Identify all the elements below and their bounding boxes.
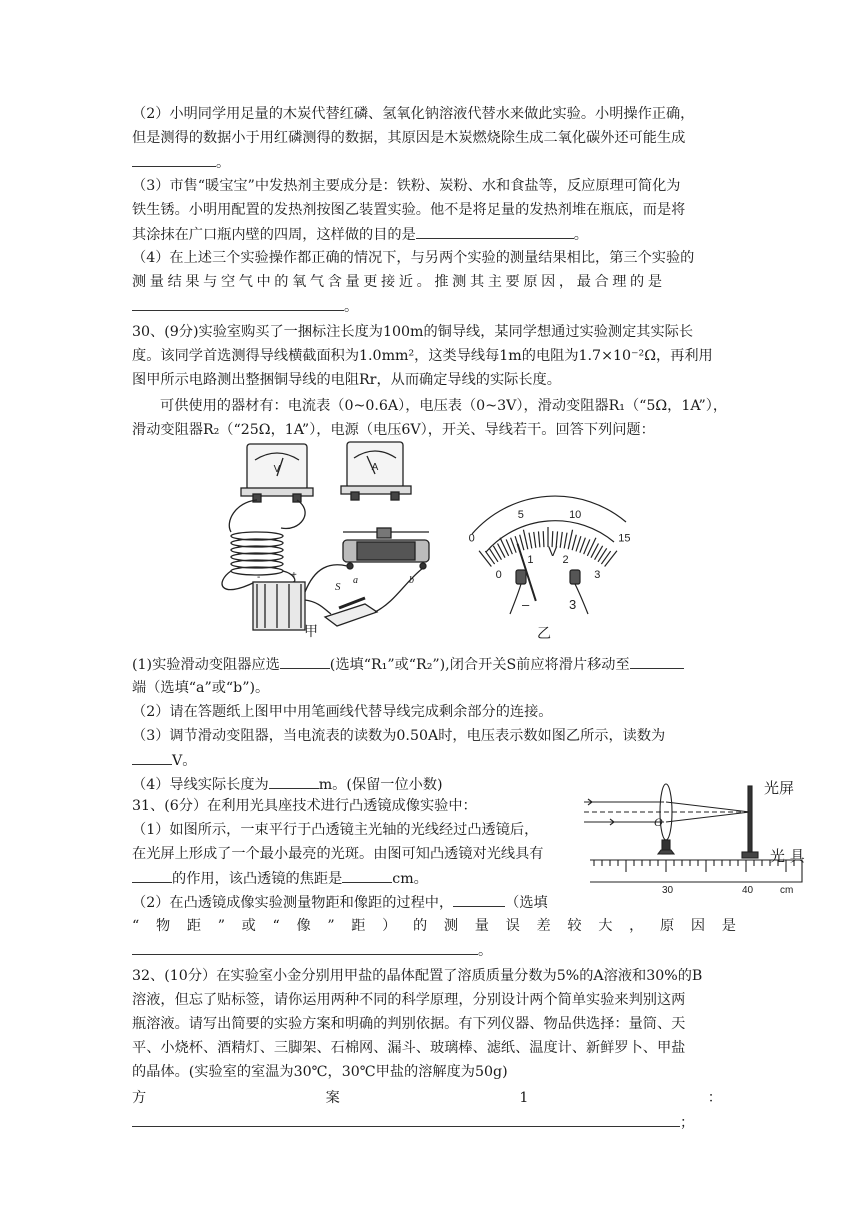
q31-line7: 。: [132, 940, 492, 961]
word-0: “: [132, 918, 140, 934]
q32-line2: 溶液，但忘了贴标签，请你运用两种不同的科学原理，分别设计两个简单实验来判别这两: [132, 992, 686, 1008]
dial-tick: [500, 538, 509, 556]
word-5: “: [272, 918, 280, 934]
q31-line6: [132, 916, 736, 936]
word-8: 距: [351, 918, 366, 934]
q30-sub2: （2）请在答题纸上图甲中用笔画线代替导线完成剩余部分的连接。: [132, 704, 553, 720]
dial-label-top: 15: [618, 532, 631, 545]
q30-sub1-line1: (1)实验滑动变阻器应选 (选填“R₁”或“R₂”),闭合开关S前应将滑片移动至: [132, 654, 684, 675]
terminal-3-label: 3: [569, 597, 577, 612]
svg-text:40: 40: [742, 885, 754, 896]
q29-p4-line3: 。: [132, 296, 358, 317]
answer-blank[interactable]: [132, 750, 172, 765]
dial-tick: [601, 551, 610, 564]
q32-line7: ；: [132, 1112, 694, 1133]
answer-blank[interactable]: [132, 152, 216, 167]
dial-tick: [587, 538, 596, 556]
q31-line5: （2）在凸透镜成像实验测量物距和像距的过程中， （选填: [132, 892, 548, 913]
word-12: 量: [474, 918, 489, 934]
word-15: 较: [567, 918, 582, 934]
answer-blank[interactable]: [269, 774, 319, 789]
svg-text:A: A: [371, 462, 379, 473]
dial-tick: [560, 532, 562, 548]
word-2: 1: [519, 1090, 529, 1106]
word-0: 方: [132, 1090, 147, 1106]
dial-tick: [520, 535, 524, 550]
q30-sub3-line2: V。: [132, 750, 196, 771]
answer-blank[interactable]: [342, 868, 392, 883]
dial-tick: [576, 536, 581, 551]
dial-tick: [523, 530, 527, 550]
q30-line1: 30、(9分)实验室购买了一捆标注长度为100m的铜导线，某同学想通过实验测定其实际长: [132, 324, 694, 340]
q32-line5: 的晶体。(实验室的室温为30℃，30℃甲盐的溶解度为50g): [132, 1064, 508, 1080]
word-3: ：: [707, 1090, 722, 1106]
label-optical-bench: 光 具: [770, 847, 805, 865]
word-11: 测: [443, 918, 459, 934]
figure-label-jia: 甲: [304, 624, 318, 640]
svg-text:b: b: [409, 575, 414, 586]
answer-blank[interactable]: [280, 654, 330, 669]
circuit-figure-jia: [205, 432, 450, 647]
svg-text:cm: cm: [780, 885, 794, 896]
q29-p2-line1: （2）小明同学用足量的木炭代替红磷、氢氧化钠溶液代替水来做此实验。小明操作正确，: [132, 106, 695, 122]
answer-blank[interactable]: [132, 1112, 680, 1127]
svg-text:-: -: [257, 572, 261, 583]
dial-label-top: 5: [517, 509, 524, 522]
dial-unit-label: V: [548, 543, 558, 559]
q30-line2: 度。该同学首选测得导线横截面积为1.0mm²，这类导线每1m的电阻为1.7×10⁻²Ω，再利用: [132, 348, 713, 364]
dial-tick: [479, 551, 491, 567]
word-20: 是: [721, 918, 736, 934]
word-3: ”: [217, 918, 225, 934]
q32-line6: [132, 1088, 722, 1108]
word-4: 或: [241, 918, 256, 934]
q30-sub3-line1: （3）调节滑动变阻器，当电流表的读数为0.50A时，电压表示数如图乙所示，读数为: [132, 728, 666, 744]
word-6: 像: [296, 918, 311, 934]
dial-tick: [538, 531, 539, 547]
answer-blank[interactable]: [132, 296, 344, 311]
answer-blank[interactable]: [132, 940, 478, 955]
q32-line4: 平、小烧杯、酒精灯、三脚架、石棉网、漏斗、玻璃棒、滤纸、温度计、新鲜罗卜、甲盐: [132, 1040, 686, 1056]
dial-tick: [543, 531, 544, 547]
dial-label-bottom: 1: [527, 553, 534, 566]
word-9: ）: [382, 918, 397, 934]
word-1: 物: [155, 918, 171, 934]
q30-line3: 图甲所示电路测出整捆铜导线的电阻Rr，从而确定导线的实际长度。: [132, 372, 561, 388]
voltmeter-dial-figure-yi: [448, 464, 658, 624]
q30-sub4: （4）导线实际长度为 m。(保留一位小数): [132, 774, 443, 795]
word-19: 因: [690, 918, 706, 934]
word-17: ，: [629, 918, 644, 934]
light-screen-icon: [748, 786, 752, 854]
word-2: 距: [186, 918, 202, 934]
dial-tick: [605, 551, 617, 567]
q31-line2: （1）如图所示，一束平行于凸透镜主光轴的光线经过凸透镜后，: [132, 822, 539, 838]
dial-tick: [572, 535, 576, 550]
q29-p3-line3: 其涂抹在广口瓶内壁的四周，这样做的目的是 。: [132, 224, 588, 245]
svg-text:V: V: [273, 464, 281, 475]
answer-blank[interactable]: [630, 654, 684, 669]
voltmeter-icon: [241, 444, 313, 502]
q31-line4: 的作用，该凸透镜的焦距是 cm。: [132, 868, 428, 889]
ammeter-icon: [341, 442, 411, 500]
svg-text:30: 30: [662, 885, 674, 896]
dial-tick: [534, 532, 536, 548]
svg-text:+: +: [291, 570, 297, 581]
dial-label-bottom: 2: [562, 553, 569, 566]
dial-label-bottom: 3: [594, 568, 601, 581]
answer-blank[interactable]: [132, 868, 172, 883]
dial-label-top: 0: [468, 532, 475, 545]
q29-p2-line3: 。: [132, 152, 230, 173]
q29-p3-line1: （3）市售“暖宝宝”中发热剂主要成分是：铁粉、炭粉、水和食盐等，反应原理可简化为: [132, 178, 681, 194]
word-7: ”: [327, 918, 335, 934]
word-10: 的: [413, 918, 428, 934]
word-14: 差: [536, 918, 551, 934]
word-18: 原: [660, 918, 675, 934]
rheostat-icon: [343, 528, 429, 586]
word-1: 案: [325, 1090, 340, 1106]
q32-line1: 32、(10分）在实验室小金分别用甲盐的晶体配置了溶质质量分数为5%的A溶液和30%的B: [132, 968, 703, 984]
q29-p4-line1: （4）在上述三个实验操作都正确的情况下，与另两个实验的测量结果相比，第三个实验的: [132, 250, 695, 266]
label-light-screen: 光屏: [764, 779, 795, 797]
figure-label-yi: 乙: [537, 626, 551, 642]
answer-blank[interactable]: [416, 224, 574, 239]
dial-label-bottom: 0: [495, 568, 502, 581]
q29-p4-line2: 测量结果与空气中的氧气含量更接近。推测其主要原因，最合理的是: [132, 274, 666, 290]
dial-tick: [529, 533, 532, 549]
svg-text:a: a: [353, 575, 358, 586]
battery-icon: [253, 570, 305, 630]
q30-sub1-line2: 端（选填“a”或“b”)。: [132, 680, 270, 696]
word-16: 大: [598, 918, 613, 934]
terminal-minus-label: –: [522, 597, 530, 612]
answer-blank[interactable]: [453, 892, 505, 907]
q29-p3-line2: 铁生锈。小明用配置的发热剂按图乙装置实验。他不是将足量的发热剂堆在瓶底，而是将: [132, 202, 686, 218]
dial-tick: [568, 530, 572, 550]
svg-text:S: S: [335, 581, 341, 593]
word-13: 误: [505, 918, 520, 934]
q32-line3: 瓶溶液。请写出简要的实验方案和明确的判别依据。有下列仪器、物品供选择：量筒、天: [132, 1016, 686, 1032]
q31-line1: 31、(6分）在利用光具座技术进行凸透镜成像实验中：: [132, 798, 477, 814]
dial-label-top: 10: [569, 509, 582, 522]
dial-tick: [564, 533, 567, 549]
switch-icon: [325, 581, 377, 626]
q30-line4: 可供使用的器材有：电流表（0~0.6A），电压表（0~3V），滑动变阻器R₁（“5Ω，1A”），: [160, 398, 728, 414]
q30-line5: 滑动变阻器R₂（“25Ω，1A”），电源（电压6V），开关、导线若干。回答下列问题：: [132, 422, 655, 438]
copper-wire-coil-icon: [231, 532, 283, 575]
q29-p2-line2: 但是测得的数据小于用红磷测得的数据，其原因是木炭燃烧除生成二氧化碳外还可能生成: [132, 130, 686, 146]
dial-tick: [485, 551, 494, 564]
svg-text:O: O: [654, 815, 663, 829]
q31-line3: 在光屏上形成了一个最小最亮的光斑。由图可知凸透镜对光线具有: [132, 846, 544, 862]
